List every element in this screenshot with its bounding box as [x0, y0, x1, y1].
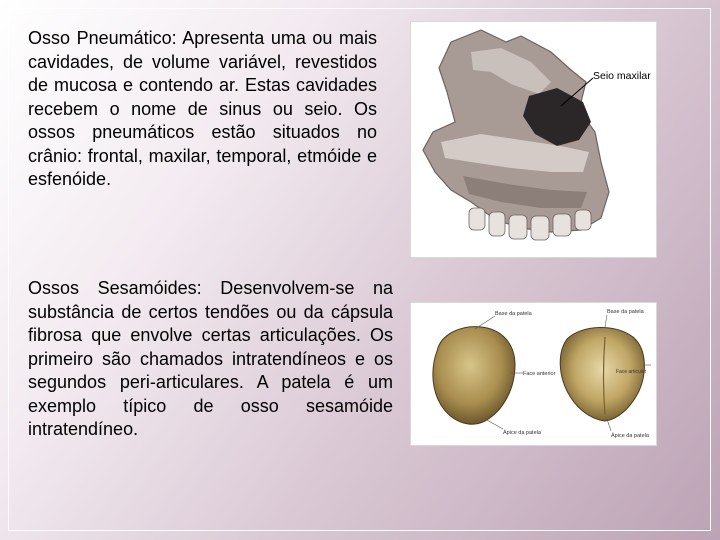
leader [605, 315, 607, 327]
label-anterior: Face anterior [523, 371, 556, 377]
tooth [509, 215, 527, 239]
tooth [469, 208, 485, 230]
label-apex-left: Ápice da patela [503, 430, 541, 436]
sinus-label: Seio maxilar [593, 70, 651, 82]
leader [607, 419, 611, 431]
leader [475, 316, 495, 329]
label-base-left: Base da patela [495, 311, 532, 317]
paragraph-pneumatic-bone: Osso Pneumático: Apresenta uma ou mais cavidades, de volume variável, revestidos de mucosa e contendo ar. Estas cavidades recebem o nome de sinus ou seio. Os ossos pneumáticos estão situados no crânio: frontal, maxilar, temporal, etmóide e esfenóide. [28, 28, 377, 189]
tooth [575, 210, 591, 230]
maxilla-illustration [411, 22, 654, 255]
patella-anterior [433, 327, 515, 424]
tooth [489, 212, 505, 236]
label-posterior: Face articular [616, 369, 647, 375]
patella-figure [410, 302, 657, 446]
tooth [531, 216, 549, 240]
paragraph-sesamoid-bone: Ossos Sesamóides: Desenvolvem-se na substância de certos tendões ou da cápsula fibrosa que envolve certas articulações. Os primeiro são chamados intratendíneos e os segundos peri-articulares. A patela é um exemplo típico de osso sesamóide intratendíneo. [28, 278, 393, 439]
maxilla-figure [410, 21, 657, 258]
leader [485, 419, 503, 429]
tooth [553, 214, 571, 236]
label-apex-right: Ápice da patela [611, 433, 649, 439]
patella-illustration [411, 303, 654, 443]
label-base-right: Base da patela [607, 309, 644, 315]
